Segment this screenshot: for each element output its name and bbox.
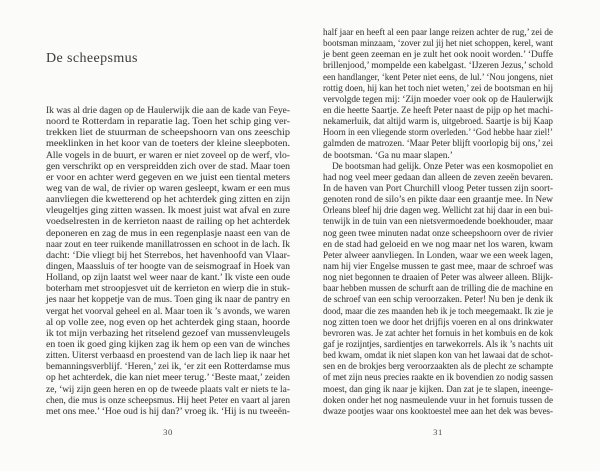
left-page-number: 30 xyxy=(163,427,173,437)
text-line: naar zout en teer ruikende manillatrossen en schoot in de lach. Ik xyxy=(46,239,290,250)
text-line: galmden de matrozen. ‘Maar Peter blijft voorlopig bij ons,’ zei xyxy=(323,139,553,150)
text-line: ik tot mijn verbazing het ritselend gezoef van mussenvleugels xyxy=(46,328,290,339)
page-left xyxy=(46,0,290,471)
right-page-number: 31 xyxy=(433,427,443,437)
text-line: moest, dan ging ik naar je kijken. Dan zat je te slapen, ineenge- xyxy=(323,384,553,395)
text-line: weg van de wal, de rivier op waren gesleept, kwam er een mus xyxy=(46,183,290,194)
text-line: noord te Rotterdam in reparatie lag. Toen het schip ging ver- xyxy=(46,117,290,128)
text-line: rottig doen, hij kan het toch niet weten,’ zei de bootsman en hij xyxy=(323,83,553,94)
text-line: zitten. Uiterst verbaasd en proestend van de lach liep ik naar het xyxy=(46,351,290,362)
text-line: de bootsman. ‘Ga nu maar slapen.’ xyxy=(323,150,453,161)
text-line: dood, maar die zes maanden heb ik je toch meegemaakt. Ik zie je xyxy=(323,306,553,317)
text-line: nog niet begonnen te draaien of Peter was alweer alleen. Blijk- xyxy=(323,273,553,284)
left-page-text xyxy=(46,106,290,418)
text-line: dwaze pootjes waar ons kooktoestel mee aan het dek was beves- xyxy=(323,406,553,417)
text-line: ze, ‘wij zijn geen heren en op de tweede plaats valt er niets te la- xyxy=(46,384,290,395)
chapter-title: De scheepsmus xyxy=(46,51,138,66)
text-line: nekamerluik, dat altijd warm is, uitgebroed. Saartje is bij Kaap xyxy=(323,117,553,128)
text-line: Holland, op zijn laatst wel weer naar de kant.’ Ik viste een oude xyxy=(46,273,290,284)
text-line: sen en de brokjes berg veroorzaakten als de plecht ze schampte xyxy=(323,362,553,373)
text-line: jes naar het koppetje van de mus. Toen ging ik naar de pantry en xyxy=(46,295,290,306)
text-line: trekken liet de stuurman de scheepshoorn van ons zeeschip xyxy=(46,128,290,139)
text-line: meeklinken in het koor van de toeters der kleine sleepboten. xyxy=(46,139,290,150)
text-line: nog geen twee minuten nadat onze scheepshoorn over de rivier xyxy=(323,228,553,239)
text-line: er voor en achter werd gegeven en we juist een tiental meters xyxy=(46,172,290,183)
text-line: met ons mee.’ ‘Hoe oud is hij dan?’ vroeg ik. ‘Hij is nu tweeën- xyxy=(46,406,290,417)
text-line: tenwijk in de tuin van een nietsvermoedende boekhouder, maar xyxy=(323,217,553,228)
text-line: voedselresten in de kerrieton naast de railing op het achterdek xyxy=(46,217,290,228)
text-line: vleugeltjes ging zitten wassen. Ik moest juist wat afval en zure xyxy=(46,206,290,217)
text-line: bootsman minzaam, ‘zover zul jij het niet schoppen, kerel, want xyxy=(323,39,553,50)
text-line: bed kwam, omdat ik niet slapen kon van het lawaai dat de schot- xyxy=(323,351,553,362)
text-line: al op volle zee, nog even op het achterdek ging staan, hoorde xyxy=(46,317,290,328)
text-line: de schroef van een schip veroorzaken. Peter! Nu ben je denk ik xyxy=(323,295,553,306)
text-line: De bootsman had gelijk. Onze Peter was een kosmopoliet en xyxy=(323,161,553,172)
text-line: deponeren en zag de mus in een regenplasje naast een van de xyxy=(46,228,290,239)
text-line: half jaar en heeft al een paar lange reizen achter de rug,’ zei de xyxy=(323,28,553,38)
text-line: brillenjood,’ mompelde een kabelgast. ‘IJzeren Jezus,’ schold xyxy=(323,61,553,72)
text-line: een handlanger, ‘kent Peter niet eens, de lul.’ ‘Nou jongens, niet xyxy=(323,72,553,83)
text-line: aanvliegen die kwetterend op het achterdek ging zitten en zijn xyxy=(46,195,290,206)
text-line: bevroren was. Je zat achter het fornuis in het kombuis en de kok xyxy=(323,328,553,339)
page-right xyxy=(323,0,553,471)
text-line: doken onder het nog nasmeulende vuur in het fornuis tussen de xyxy=(323,395,553,406)
text-line: nam hij vier Engelse mussen te gast mee, maar de schroef was xyxy=(323,261,553,272)
text-line: vergat het voorval geheel en al. Maar toen ik ’s avonds, we waren xyxy=(46,306,290,317)
text-line: en toen ik goed ging kijken zag ik hem op een van de winches xyxy=(46,339,290,350)
text-line: of met zijn neus precies raakte en ik bovendien zo nodig sassen xyxy=(323,373,553,384)
text-line: vervolgde tegen mij: ‘Zijn moeder voer ook op de Haulerwijk xyxy=(323,94,553,105)
text-line: chen, die mus is onze scheepsmus. Hij heet Peter en vaart al jaren xyxy=(46,395,290,406)
text-line: je bent geen zeeman en je zult het ook nooit worden.’ ‘Duffe xyxy=(323,50,553,61)
text-line: baar hebben mussen de schurft aan de trilling die de machine en xyxy=(323,284,553,295)
text-line: gen verschrikt op en verspreidden zich over de stad. Maar toen xyxy=(46,161,290,172)
text-line: nog zitten toen we door het drijfijs voeren en al ons drinkwater xyxy=(323,317,553,328)
right-page-text xyxy=(323,28,553,418)
text-line: genoten rond de silo’s en pikte daar een graantje mee. In New xyxy=(323,195,553,206)
text-line: boterham met stroopjesvet uit de kerrieton en wierp die in stuk- xyxy=(46,284,290,295)
text-line: Alle vogels in de buurt, er waren er niet zoveel op de werf, vlo- xyxy=(46,150,290,161)
text-line: In de haven van Port Churchill vloog Peter tussen zijn soort- xyxy=(323,183,553,194)
text-line: Peter alweer aanvliegen. In Londen, waar we een week lagen, xyxy=(323,250,553,261)
text-line: dingen, Maassluis of ter hoogte van de seismograaf in Hoek van xyxy=(46,261,290,272)
text-line: bemanningsverblijf. ‘Heren,’ zei ik, ‘er zit een Rotterdamse mus xyxy=(46,362,290,373)
text-line: op het achterdek, die kan niet meer terug.’ ‘Beste maat,’ zeiden xyxy=(46,373,290,384)
text-line: dacht: ‘Die vliegt bij het Sterrebos, het havenhoofd van Vlaar- xyxy=(46,250,290,261)
text-line: en die heette Saartje. Ze heeft Peter naast de pijp op het machi- xyxy=(323,105,553,116)
text-line: Ik was al drie dagen op de Haulerwijk die aan de kade van Feye- xyxy=(46,106,290,116)
text-line: Hoorn in een vliegende storm overleden.’ ‘God hebbe haar ziel!’ xyxy=(323,128,553,139)
text-line: gaf je rozijntjes, sardientjes en tarwekorrels. Als ik ’s nachts uit xyxy=(323,339,553,350)
text-line: en de stad had geloeid en we nog maar net los waren, kwam xyxy=(323,239,553,250)
text-line: had nog veel meer gedaan dan alleen de zeven zeeën bevaren. xyxy=(323,172,553,183)
text-line: Orleans bleef hij drie dagen weg. Wellicht zat hij daar in een bui- xyxy=(323,206,553,217)
